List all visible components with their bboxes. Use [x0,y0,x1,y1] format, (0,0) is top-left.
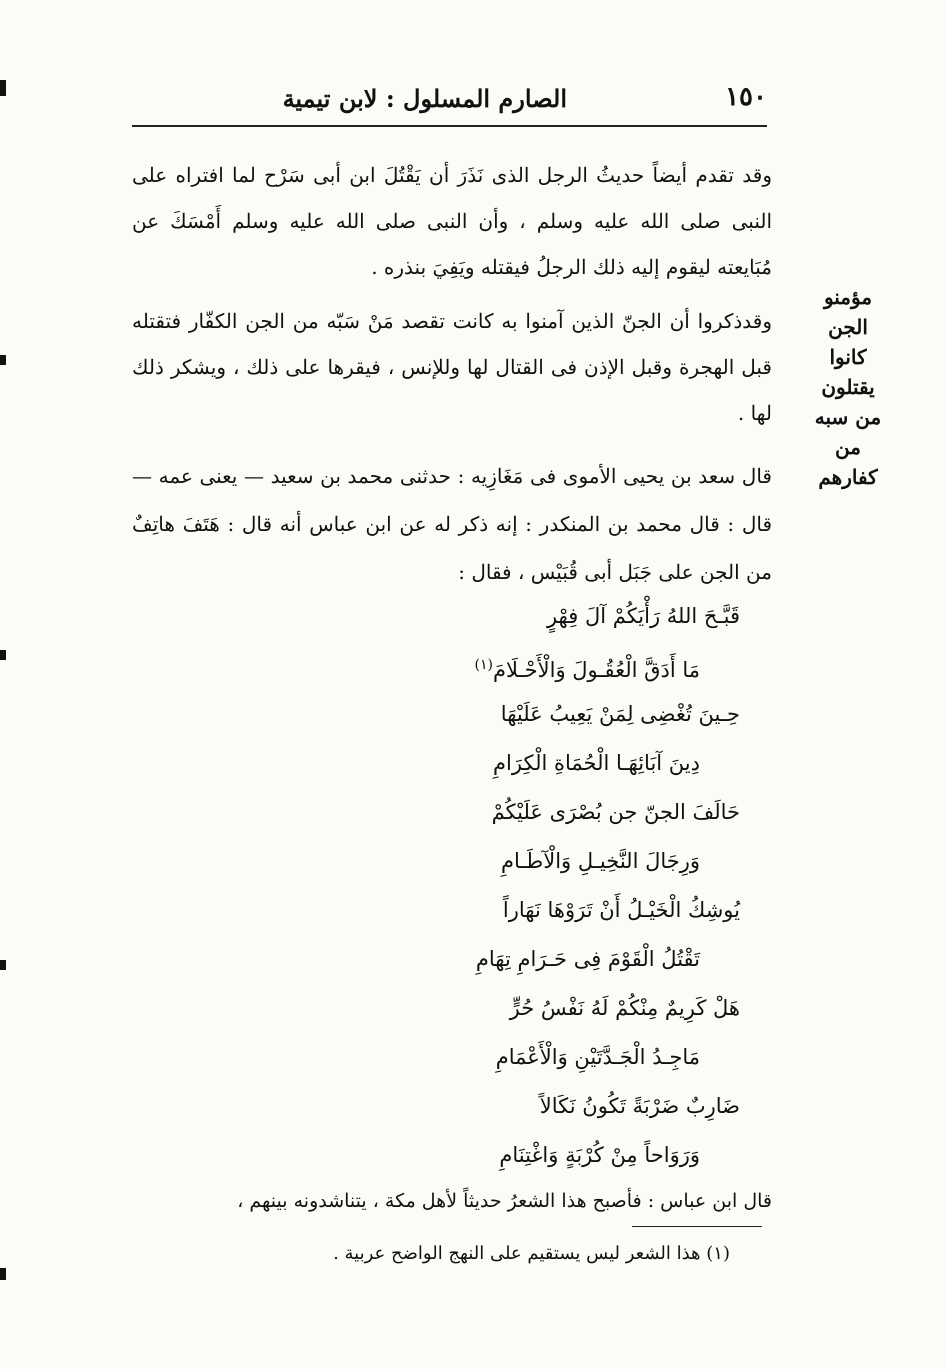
verse-line [180,641,740,690]
footnote: (١) هذا الشعر ليس يستقيم على النهج الواضح عربية . [333,1243,730,1264]
scan-edge-mark [0,80,6,96]
margin-note [802,282,894,492]
page-number: ١٥٠ [725,82,767,112]
running-title: الصارم المسلول : لابن تيمية [282,84,567,113]
verse-line: ضَارِبٌ ضَرْبَةً تَكُونُ نَكَالاً [539,1094,740,1118]
scan-edge-mark [0,355,6,365]
scan-edge-mark [0,960,6,970]
margin-note-line: كانوا يقتلون [821,345,875,399]
page-header [132,82,767,122]
poem [180,592,740,1180]
verse-line: حِـينَ تُغْضِى لِمَنْ يَعِيبُ عَلَيْهَا [500,702,740,726]
verse-line: تَقْتُلُ الْقَوْمَ فِى حَـرَامِ تِهَامِ [475,947,700,971]
scan-edge-mark [0,650,6,660]
margin-note-line: كفارهم [818,465,878,489]
paragraph-1: وقد تقدم أيضاً حديثُ الرجل الذى نَذَرَ أن يَقْتُلَ ابن أبى سَرْح لما افتراه على النبى صلى الله عليه وسلم ، وأن النبى صلى الله عليه وسلم أَمْسَكَ عن مُبَايعته ليقوم إليه ذلك الرجلُ فيقتله ويَفِيَ بنذره . [132,163,773,279]
verse-line: هَلْ كَرِيمٌ مِنْكُمْ لَهُ نَفْسُ حُرٍّ [509,996,740,1020]
footnote-rule [632,1226,762,1227]
paragraph-2: وقدذكروا أن الجنّ الذين آمنوا به كانت تقصد مَنْ سَبّه من الجن الكفّار فتقتله قبل الهجرة وقبل الإذن فى القتال لها وللإنس ، فيقرها على ذلك ، ويشكر ذلك لها . [132,309,772,425]
verse-line: وَرَوَاحاً مِنْ كُرْبَةٍ وَاغْتِنَامِ [499,1143,700,1167]
footnote-marker: (١) [474,657,493,673]
verse-line: دِينَ آبَائِهَـا الْحُمَاةِ الْكِرَامِ [493,751,700,775]
paragraph-3: قال سعد بن يحيى الأموى فى مَغَازِيه : حدثنى محمد بن سعيد — يعنى عمه — قال : قال محمد بن المنكدر : إنه ذكر له عن ابن عباس أنه قال : هَتَفَ هاتِفٌ من الجن على جَبَل أبى قُبَيْس ، فقال : [132,464,772,584]
header-rule [132,125,767,127]
verse-line: حَالَفَ الجنّ جن بُصْرَى عَلَيْكُمْ [491,800,740,824]
margin-note-line: من سبه من [814,405,882,459]
verse-line: وَرِجَالَ النَّخِيـلِ وَالْآطَـامِ [500,849,700,873]
scan-edge-mark [0,1268,6,1280]
verse-line: يُوشِكُ الْخَيْـلُ أَنْ تَرَوْهَا نَهَاراً [502,898,740,922]
closing-line: قال ابن عباس : فأصبح هذا الشعرُ حديثاً لأهل مكة ، يتناشدونه بينهم ، [237,1190,772,1212]
verse-line: مَاجِـدُ الْجَـدَّتَيْنِ وَالْأَعْمَامِ [495,1045,700,1069]
verse-line: قَبَّـحَ اللهُ رَأْيَكُمْ آلَ فِهْرٍ [546,604,740,628]
verse-text: مَا أَدَقَّ الْعُقُـولَ وَالْأَحْـلَامَ [492,658,700,682]
margin-note-line: مؤمنو الجن [823,285,873,339]
